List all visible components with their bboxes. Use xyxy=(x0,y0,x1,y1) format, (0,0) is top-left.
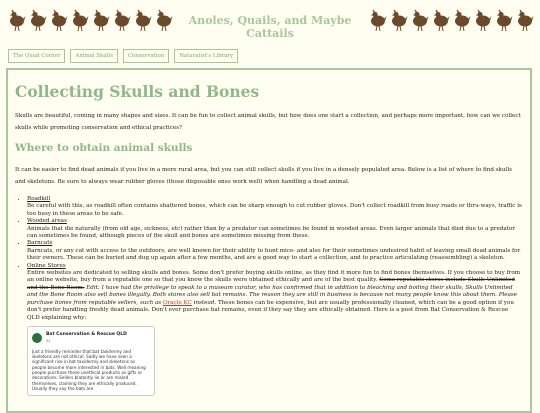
list-item-text: Entire websites are dedicated to selling skulls and bones. Some don't prefer buying skulls online, as they find it more fun to find bones themselves. If you choose to buy from an online website, buy from a reputable one so that you know the skulls were obtained ethically and are of the best quality. xyxy=(27,270,520,284)
quail-icon xyxy=(48,8,68,32)
struck-text: Some reputable stores include Skulls Unlimited and the Bone Room. xyxy=(27,277,515,291)
post-header xyxy=(32,331,150,346)
nav-naturalists-library[interactable]: Naturalist's Library xyxy=(174,49,238,63)
quail-icon xyxy=(493,8,513,32)
embedded-facebook-post[interactable] xyxy=(27,326,155,396)
list-item-title: • Barncats xyxy=(27,240,53,247)
main-nav xyxy=(8,49,238,63)
intro-paragraph: Skulls are beautiful, coming in many shapes and sizes. It can be fun to collect animal skulls, but how does one start a collection, and perhaps more important, how can we collect skulls while promoting conservation and ethical practices? xyxy=(15,113,521,131)
section-heading: Where to obtain animal skulls xyxy=(15,142,193,154)
quail-icon xyxy=(514,8,534,32)
quail-icon xyxy=(90,8,110,32)
quail-icon xyxy=(153,8,173,32)
nav-quail-corner[interactable]: The Quail Corner xyxy=(8,49,65,63)
list-item-text: Be careful with this, as roadkill often contains shattered bones, which can be sharp enough to cut rubber gloves. Don't collect roadkill from busy roads or thru-ways, traffic is too busy in these areas to be safe. xyxy=(27,203,522,217)
post-author: Bat Conservation & Rescue QLD xyxy=(46,331,127,337)
quail-icon xyxy=(388,8,408,32)
section-intro: It can be easier to find dead animals if you live in a more rural area, but you can still collect skulls if you live in a densely populated area. Below is a list of where to find skulls and skeletons. Be sure to always wear rubber gloves (those disposable ones work well) when handling a dead animal. xyxy=(15,167,513,185)
list-item-text: Animals that die naturally (from old age, sickness, etc) rather than by a predator can sometimes be found in wooded areas. Even larger animals that died due to a predator can sometimes be found, although pieces of the skull and bones are sometimes missing from these. xyxy=(27,225,515,240)
sources-list xyxy=(15,196,522,396)
article-container xyxy=(6,68,532,413)
edit-note: Edit: I have had the privilege to speak to a museum curator, who has confirmed that in addition to bleaching and boiling their skulls, Skulls Unlimited and the Bone Room also sell bones illegally. Both stores also sell bat remains. The reason they are still in business is because not many people know this about them. Please purchase bones from reputable sellers, such as xyxy=(27,284,518,306)
quail-icon xyxy=(6,8,26,32)
quail-icon xyxy=(472,8,492,32)
quail-icon xyxy=(430,8,450,32)
avatar xyxy=(32,333,42,343)
post-date: 9y xyxy=(46,339,51,344)
site-header xyxy=(0,0,540,44)
list-item xyxy=(27,240,522,262)
list-item-text-continued: These bones can be expensive, but are usually professionally cleaned, which can be a good option if you don't prefer handling freshly dead animals. Don't ever purchase bat remains, even if they say they are ethically obtained. Here is a post from Bat Conservation & Rescue QLD explaining why: xyxy=(27,299,514,321)
post-text: Just a friendly reminder that bat taxidermy and skeletons are not ethical. Sadly we have seen a significant rise in bat taxidermy and skeletons as people become more interested in bats. Well meaning people purchase these unethical products as gifts or decorations. Sellers blatantly lie or are misled themselves, claiming they are ethically produced. Usually they say the bats are xyxy=(32,348,146,391)
quail-icon xyxy=(367,8,387,32)
edit-note-end: instead. xyxy=(193,299,217,306)
nav-conservation[interactable]: Conservation xyxy=(123,49,169,63)
oracle-kc-link[interactable]: Oracle KC xyxy=(162,299,192,306)
list-item xyxy=(27,218,522,240)
quail-banner-right xyxy=(367,8,534,32)
page-title: Collecting Skulls and Bones xyxy=(15,82,260,101)
nav-animal-skulls[interactable]: Animal Skulls xyxy=(70,49,118,63)
list-item-text: Barncats, or any cat with access to the outdoors, are well known for their ability to hunt mice- and also for their sometimes undesired habit of leaving small dead animals for their owners. These can be buried and dug up again after a few months, and are a good way to start a collection, and to practice articulating (reassembling) a skeleton. xyxy=(27,247,521,262)
list-item-title: • Roadkill xyxy=(27,196,51,202)
quail-icon xyxy=(69,8,89,32)
quail-icon xyxy=(132,8,152,32)
quail-icon xyxy=(111,8,131,32)
quail-icon xyxy=(409,8,429,32)
list-item-title: • Wooded areas xyxy=(27,218,67,225)
list-item-title: • Online Stores xyxy=(27,262,66,269)
quail-icon xyxy=(451,8,471,32)
list-item xyxy=(27,196,522,218)
quail-icon xyxy=(27,8,47,32)
site-title: Anoles, Quails, and Maybe Cattails xyxy=(188,14,352,40)
list-item xyxy=(27,263,522,396)
quail-banner-left xyxy=(6,8,173,32)
